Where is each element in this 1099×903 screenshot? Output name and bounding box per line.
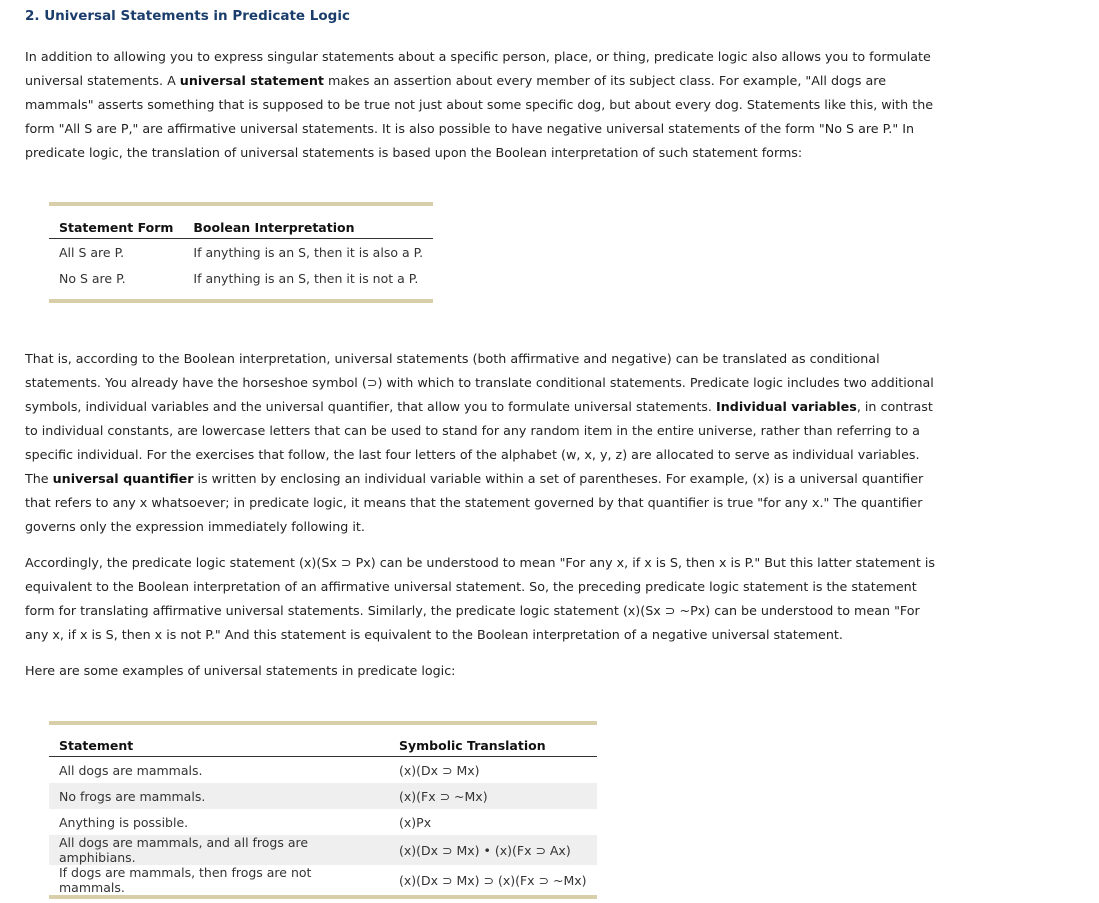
table-cell: No frogs are mammals.	[49, 783, 389, 809]
intro-text-2: makes an assertion about every member of its subject class. For example, "All dogs are mammals" asserts something that is supposed to be true not just about some specific dog, but about every dog. Statements like this, with the form "All S are P," are affirmative universal statements. It is also possible to have negative universal statements of the form "No S are P." In predicate logic, the translation of universal statements is based upon the Boolean interpretation of such statement forms:	[25, 73, 934, 160]
section-heading: 2. Universal Statements in Predicate Logic	[25, 8, 350, 24]
table-cell: All dogs are mammals.	[59, 762, 203, 778]
table-row	[49, 783, 597, 809]
table-cell: If dogs are mammals, then frogs are not mammals.	[59, 865, 312, 895]
term-universal-quantifier: universal quantifier	[52, 471, 194, 486]
para2-text-3: is written by enclosing an individual variable within a set of parentheses. For example, (x) is a universal quantifier that refers to any x whatsoever; in predicate logic, it means that the statement governed by that quantifier is true "for any x." The quantifier governs only the expression immediately following it.	[25, 471, 924, 534]
variables-paragraph	[25, 347, 945, 539]
table-header-cell: Statement Form	[49, 206, 183, 239]
table-cell: If anything is an S, then it is also a P.	[193, 244, 424, 260]
table-cell: (x)Px	[399, 814, 432, 830]
table-cell: No S are P.	[59, 270, 126, 286]
examples-table	[49, 721, 597, 899]
accordingly-paragraph: Accordingly, the predicate logic statement (x)(Sx ⊃ Px) can be understood to mean "For any x, if x is S, then x is P." But this latter statement is equivalent to the Boolean interpretation of an affirmative universal statement. So, the preceding predicate logic statement is the statement form for translating affirmative universal statements. Similarly, the predicate logic statement (x)(Sx ⊃ ~Px) can be understood to mean "For any x, if x is S, then x is not P." And this statement is equivalent to the Boolean interpretation of a negative universal statement.	[25, 555, 935, 642]
intro-paragraph	[25, 45, 945, 165]
term-universal-statement: universal statement	[179, 73, 324, 88]
term-individual-variables: Individual variables	[715, 399, 857, 414]
boolean-interpretation-table	[49, 202, 433, 303]
table-row	[49, 835, 597, 865]
table-cell: All dogs are mammals, and all frogs are amphibians.	[49, 835, 389, 865]
table-cell: Anything is possible.	[59, 814, 189, 830]
table-cell: (x)(Fx ⊃ ~Mx)	[389, 783, 597, 809]
table-header-cell: Statement	[49, 725, 389, 757]
table-header-row	[49, 725, 597, 757]
table-header-cell: Symbolic Translation	[389, 725, 597, 757]
table-cell: If anything is an S, then it is not a P.	[193, 270, 419, 286]
table-row	[49, 757, 597, 784]
intro-text-1: In addition to allowing you to express singular statements about a specific person, place, or thing, predicate logic also allows you to formulate universal statements. A	[25, 49, 931, 88]
para2-text-1: That is, according to the Boolean interpretation, universal statements (both affirmative and negative) can be translated as conditional statements. You already have the horseshoe symbol (⊃) with which to translate conditional statements. Predicate logic includes two additional symbols, individual variables and the universal quantifier, that allow you to formulate universal statements.	[25, 351, 934, 414]
examples-intro: Here are some examples of universal statements in predicate logic:	[25, 663, 456, 678]
table-cell: (x)(Dx ⊃ Mx) • (x)(Fx ⊃ Ax)	[389, 835, 597, 865]
table-row	[49, 865, 597, 895]
table-row	[49, 809, 597, 835]
table-cell: (x)(Dx ⊃ Mx)	[399, 762, 480, 778]
table-header-cell: Boolean Interpretation	[183, 206, 433, 239]
table-header-row	[49, 206, 433, 239]
table-cell: (x)(Dx ⊃ Mx) ⊃ (x)(Fx ⊃ ~Mx)	[399, 872, 587, 888]
para2-text-2: , in contrast to individual constants, are lowercase letters that can be used to stand for any random item in the entire universe, rather than referring to a specific individual. For the exercises that follow, the last four letters of the alphabet (w, x, y, z) are allocated to serve as individual variables. The	[25, 399, 933, 486]
table-row	[49, 239, 433, 266]
table-cell: All S are P.	[59, 244, 125, 260]
table-row	[49, 265, 433, 299]
